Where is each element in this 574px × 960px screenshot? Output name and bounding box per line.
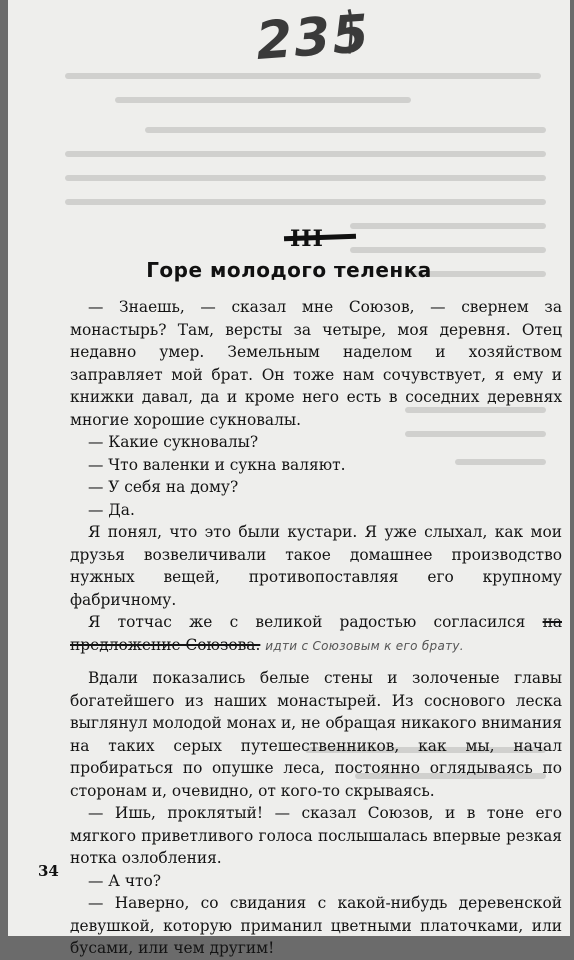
book-page: [8, 0, 570, 957]
body-text: [70, 296, 562, 960]
handwritten-squiggle: [254, 3, 388, 72]
chapter-number: [290, 226, 324, 252]
paragraph: — Что валенки и сукна валяют.: [88, 455, 346, 474]
chapter-title: Горе молодого теленка: [146, 258, 432, 282]
paragraph: — Наверно, со свидания с какой-нибудь деревенской девушкой, которую приманил цветными платочками, или бусами, или чем другим!: [70, 894, 562, 957]
handwritten-folio-number: 235: [254, 4, 372, 72]
page-number: 34: [38, 862, 59, 880]
edited-paragraph: [70, 611, 562, 657]
paragraph: — Да.: [88, 500, 135, 519]
paragraph: — Знаешь, — сказал мне Союзов, — свернем за монастырь? Там, версты за четыре, моя деревня. Отец недавно умер. Земельным наделом и хозяйством заправляет мой брат. Он тоже нам сочувствует, я ему и книжки давал, да и кроме него есть в соседних деревнях многие хорошие сукновалы.: [70, 298, 562, 429]
paragraph: — У себя на дому?: [88, 478, 239, 496]
paragraph: — Какие сукновалы?: [88, 433, 259, 451]
paragraph: Я понял, что это были кустари. Я уже слыхал, как мои друзья возвеличивали такое домашнее производство нужных вещей, противопоставляя его крупному фабричному.: [70, 523, 562, 609]
edited-sentence-text: Я тотчас же с великой радостью согласился: [88, 613, 526, 631]
paragraph: Вдали показались белые стены и золоченые главы богатейшего из наших монастырей. Из соснового леска выглянул молодой монах и, не обращая никакого внимания на таких серых путешественников, как мы, начал пробираться по опушке леса, постоянно оглядываясь по сторонам и, очевидно, от кого-то скрываясь.: [70, 669, 562, 800]
paragraph: — Ишь, проклятый! — сказал Союзов, и в тоне его мягкого приветливого голоса послышалась впервые резкая нотка озлобления.: [70, 804, 562, 867]
struck-text: на предложение Союзова.: [70, 613, 562, 654]
paragraph: — А что?: [88, 871, 162, 890]
handwritten-insert: идти с Союзовым к его брату.: [265, 638, 464, 653]
